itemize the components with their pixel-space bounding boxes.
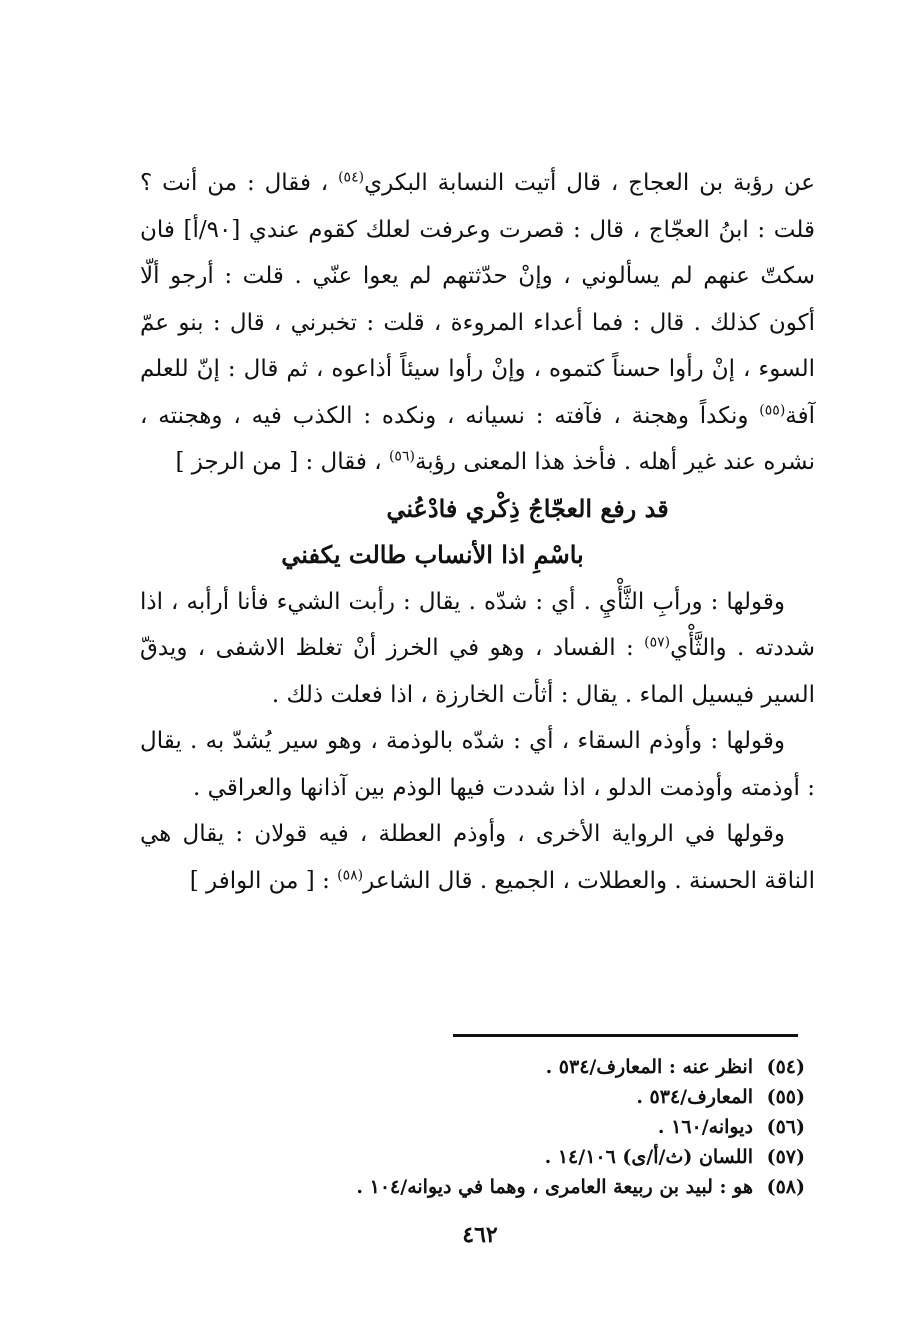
- footnote-text: اللسان (ث/أ/ى) ١٤/١٠٦ .: [544, 1146, 753, 1168]
- footnote-number: (٥٥): [766, 1086, 805, 1108]
- paragraph-1-text-cont3: ، فقال : [ من الرجز ]: [175, 449, 389, 475]
- paragraph-1-text-cont2: ونكداً وهجنة ، فآفته : نسيانه ، ونكده : الكذب فيه ، وهجنته ، نشره عند غير أهله . فأخذ هذا المعنى رؤبة: [140, 402, 815, 475]
- paragraph-2-text: وقولها : ورأبِ الثَّأْيِ . أي : شدّه . يقال : رأبت الشيء فأنا أرأبه ، اذا شددته . والثَّأْي: [140, 588, 815, 661]
- footnote-text: انظر عنه : المعارف/٥٣٤ .: [545, 1056, 753, 1078]
- footnote-55: [240, 1082, 805, 1112]
- footnote-56: [240, 1112, 805, 1142]
- paragraph-1-text-cont: ، فقال : من أنت ؟ قلت : ابنُ العجّاج ، قال : قصرت وعرفت لعلك كقوم عندي [٩٠/أ] فان سكتّ عنهم لم يسألوني ، وإنْ حدّثتهم لم يعوا عنّي . قلت : أرجو ألّا أكون كذلك . قال : فما أعداء المروءة ، قلت : تخبرني ، قال : بنو عمّ السوء ، إنْ رأوا حسناً كتموه ، وإنْ رأوا سيئاً أذاعوه ، ثم قال : إنّ للعلم آفة: [140, 170, 815, 429]
- footnote-ref-56: (٥٦): [388, 448, 415, 465]
- footnote-text: هو : لبيد بن ربيعة العامرى ، وهما في ديوانه/١٠٤ .: [356, 1176, 753, 1198]
- footnote-text: المعارف/٥٣٤ .: [636, 1086, 753, 1108]
- paragraph-4: [140, 811, 815, 904]
- paragraph-1: [140, 160, 815, 486]
- main-text: [140, 160, 815, 904]
- footnote-ref-55: (٥٥): [759, 401, 786, 418]
- footnote-divider: [453, 1034, 798, 1037]
- footnote-number: (٥٦): [766, 1116, 805, 1138]
- footnotes: [240, 1052, 805, 1202]
- footnote-ref-54: (٥٤): [338, 169, 365, 186]
- paragraph-2-text-cont: : الفساد ، وهو في الخرز أنْ تغلظ الاشفى ، ويدقّ السير فيسيل الماء . يقال : أثأت الخارزة ، اذا فعلت ذلك .: [140, 635, 815, 708]
- paragraph-4-text: وقولها في الرواية الأخرى ، وأوذم العطلة ، فيه قولان : يقال هي الناقة الحسنة . والعطلات ، الجميع . قال الشاعر: [140, 821, 815, 894]
- footnote-54: [240, 1052, 805, 1082]
- footnote-number: (٥٧): [766, 1146, 805, 1168]
- footnote-text: ديوانه/١٦٠ .: [657, 1116, 753, 1138]
- paragraph-4-text-cont: : [ من الوافر ]: [189, 867, 338, 894]
- paragraph-2: [140, 579, 815, 719]
- page-number: ٤٦٢: [462, 1222, 498, 1248]
- footnote-58: [240, 1172, 805, 1202]
- paragraph-3: وقولها : وأوذم السقاء ، أي : شدّه بالوذمة ، وهو سير يُشدّ به . يقال : أوذمته وأوذمت الدلو ، اذا شددت فيها الوذم بين آذانها والعراقي .: [140, 728, 815, 801]
- footnote-ref-58: (٥٨): [337, 866, 364, 883]
- footnote-number: (٥٤): [766, 1056, 805, 1078]
- footnote-ref-57: (٥٧): [644, 634, 671, 651]
- verse-line-2: باسْمِ اذا الأنساب طالت يكفني: [281, 540, 584, 569]
- footnote-57: [240, 1142, 805, 1172]
- paragraph-1-text: عن رؤبة بن العجاج ، قال أتيت النسابة البكري: [364, 170, 815, 196]
- verse-line-1: قد رفع العجّاجُ ذِكْري فادْعُني: [386, 493, 669, 523]
- footnote-number: (٥٨): [766, 1176, 805, 1198]
